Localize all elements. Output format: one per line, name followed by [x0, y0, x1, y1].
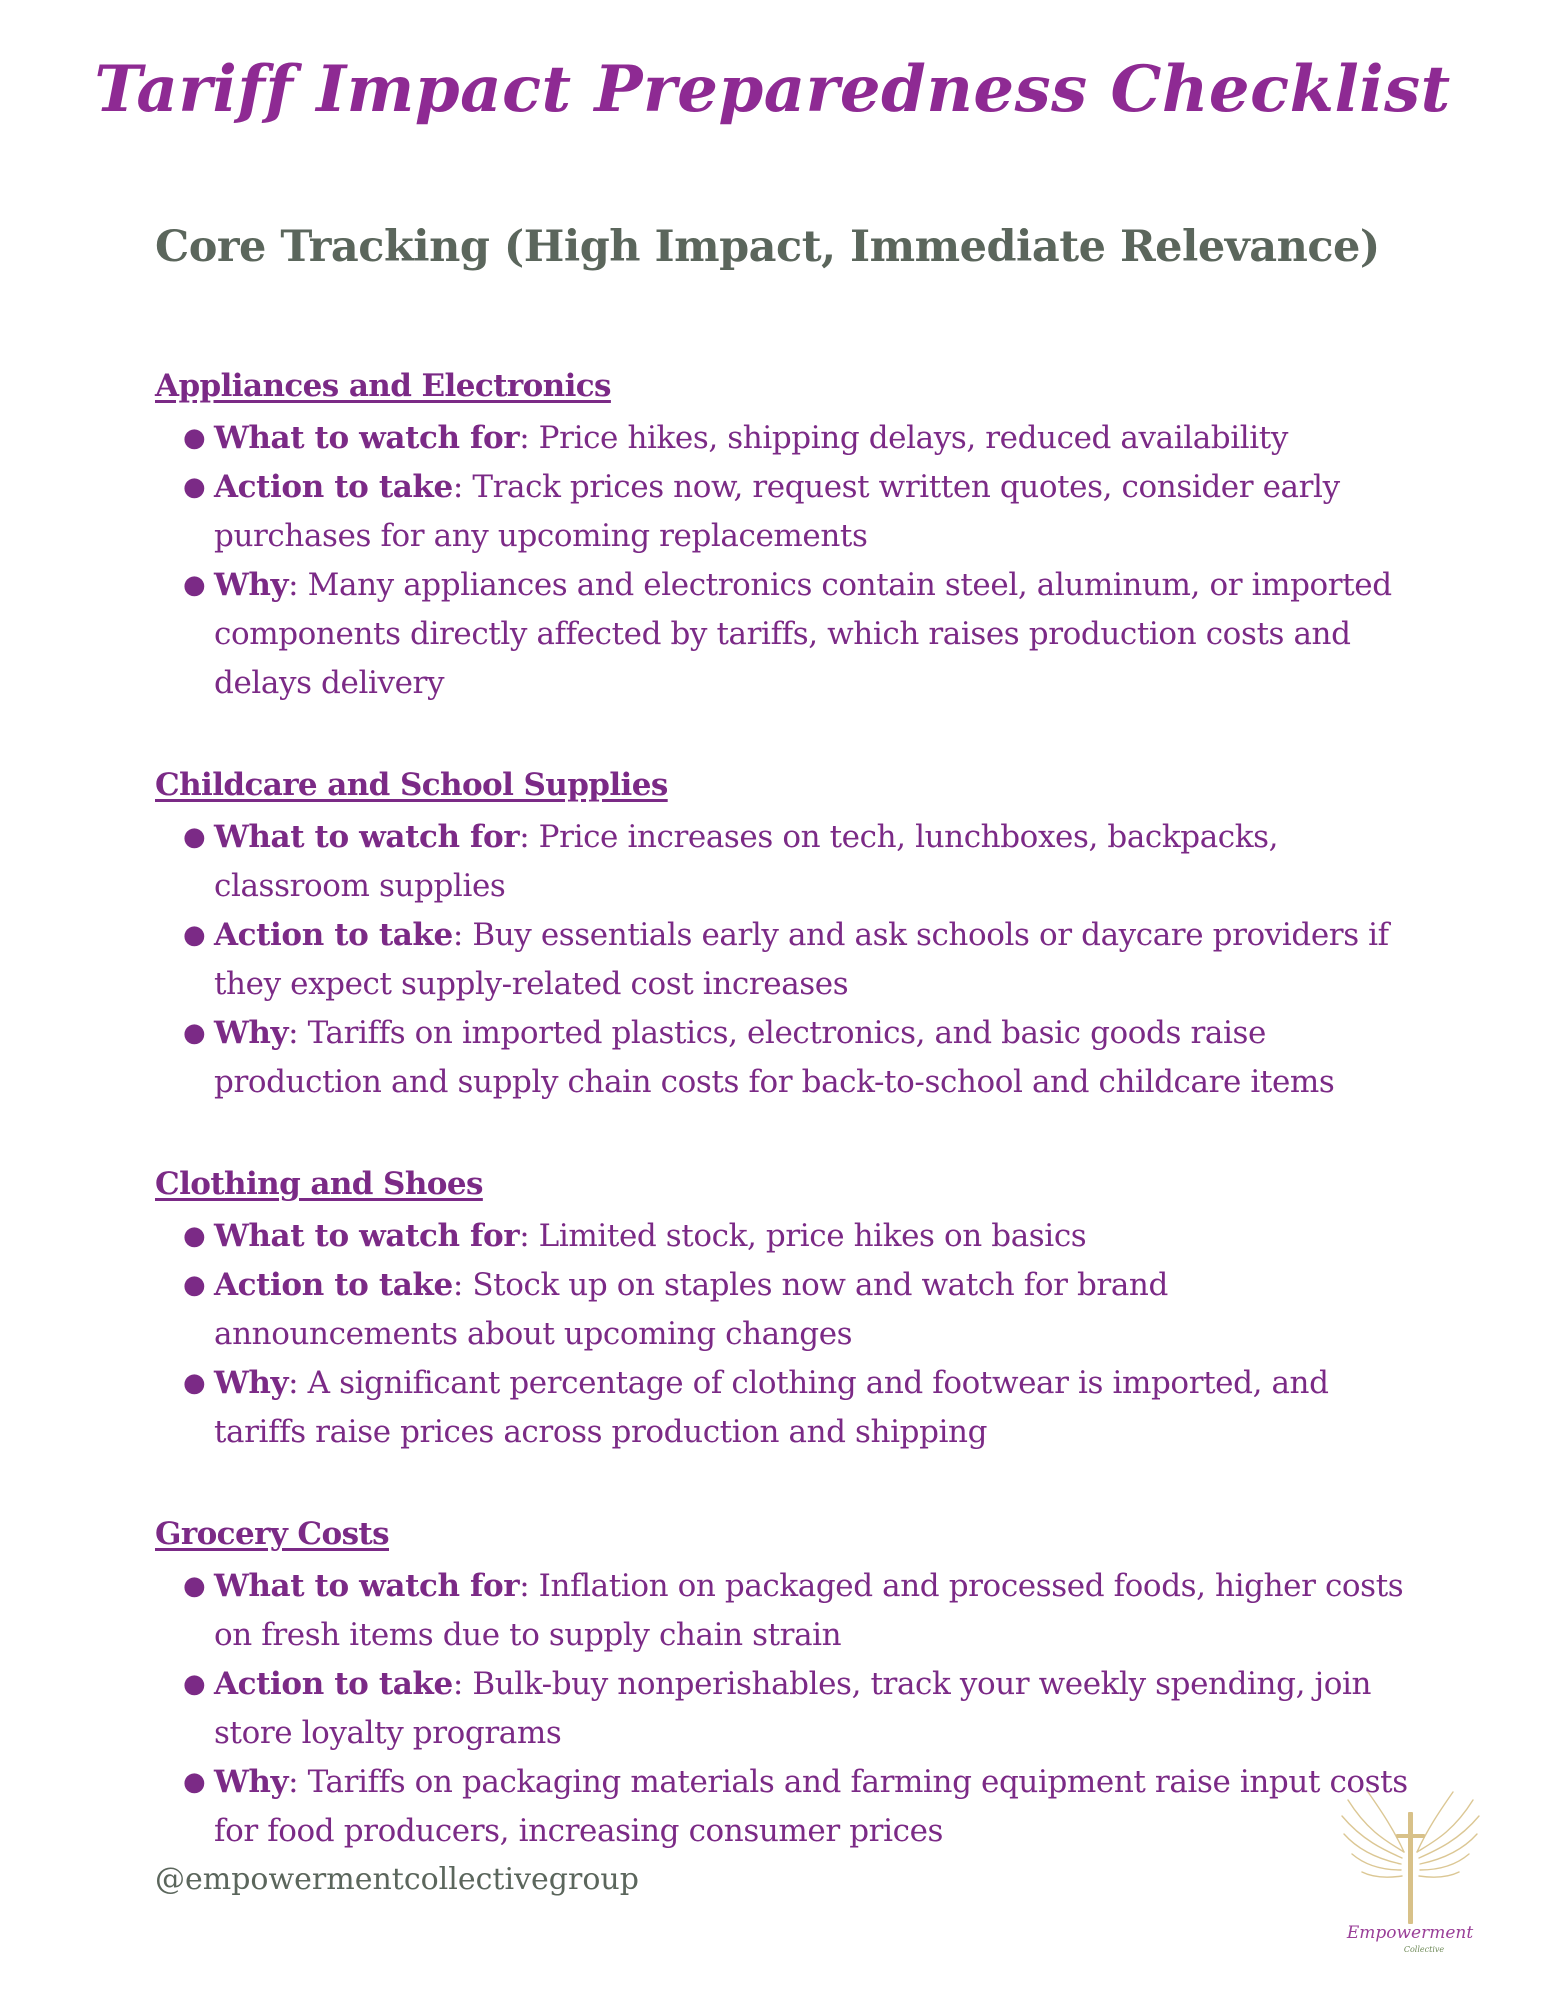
item-label: What to watch for: [214, 1568, 520, 1604]
list-item: [183, 911, 1415, 1009]
list-item: [183, 813, 1415, 911]
section-item-list: [155, 1212, 1415, 1457]
item-label: Why: [214, 567, 289, 603]
page-title: Tariff Impact Preparedness Checklist: [94, 52, 1451, 127]
social-handle: @empowermentcollectivegroup: [155, 1862, 639, 1897]
item-text: : Tariffs on packaging materials and farming equipment raise input costs for food producers, increasing consumer prices: [214, 1764, 1408, 1849]
section-grocery-costs: [155, 1514, 1415, 1856]
item-text: : Bulk-buy nonperishables, track your weekly spending, join store loyalty programs: [214, 1666, 1372, 1751]
item-label: Action to take: [214, 469, 453, 505]
section-heading: Clothing and Shoes: [155, 1166, 483, 1202]
item-text: : Tariffs on imported plastics, electronics, and basic goods raise production and supply chain costs for back-to-school and childcare items: [214, 1015, 1335, 1100]
list-item: [183, 463, 1415, 561]
item-text: : A significant percentage of clothing and footwear is imported, and tariffs raise prices across production and shipping: [214, 1365, 1329, 1450]
section-appliances-electronics: [155, 366, 1415, 708]
section-heading: Grocery Costs: [155, 1516, 389, 1552]
checklist-sections: [155, 366, 1415, 1913]
bullet-icon: ●: [183, 822, 206, 852]
item-text: : Price hikes, shipping delays, reduced availability: [519, 420, 1288, 456]
list-item: [183, 1562, 1415, 1660]
item-label: What to watch for: [214, 1218, 520, 1254]
list-item: [183, 414, 1415, 463]
section-childcare-school-supplies: [155, 765, 1415, 1107]
logo-wordmark: Empowerment: [1346, 1923, 1474, 1943]
bullet-icon: ●: [183, 920, 206, 950]
item-label: Action to take: [214, 1267, 453, 1303]
bullet-icon: ●: [183, 1767, 206, 1797]
list-item: [183, 1359, 1415, 1457]
list-item: [183, 1758, 1415, 1856]
item-label: What to watch for: [214, 420, 520, 456]
bullet-icon: ●: [183, 472, 206, 502]
item-text: : Limited stock, price hikes on basics: [519, 1218, 1087, 1254]
item-text: : Price increases on tech, lunchboxes, backpacks, classroom supplies: [214, 819, 1279, 904]
winged-cross-logo-icon: [1338, 1782, 1483, 1964]
section-item-list: [155, 1562, 1415, 1856]
bullet-icon: ●: [183, 570, 206, 600]
section-heading: Childcare and School Supplies: [155, 767, 668, 803]
item-text: : Buy essentials early and ask schools or daycare providers if they expect supply-related cost increases: [214, 917, 1389, 1002]
item-label: Why: [214, 1365, 289, 1401]
page-subtitle: Core Tracking (High Impact, Immediate Relevance): [155, 222, 1380, 272]
item-text: : Many appliances and electronics contain steel, aluminum, or imported components directly affected by tariffs, which raises production costs and delays delivery: [214, 567, 1392, 701]
logo-subtext: Collective: [1403, 1945, 1445, 1954]
item-label: What to watch for: [214, 819, 520, 855]
item-label: Action to take: [214, 1666, 453, 1702]
list-item: [183, 1009, 1415, 1107]
list-item: [183, 1261, 1415, 1359]
list-item: [183, 561, 1415, 708]
item-label: Why: [214, 1015, 289, 1051]
list-item: [183, 1660, 1415, 1758]
item-text: : Track prices now, request written quotes, consider early purchases for any upcoming replacements: [214, 469, 1340, 554]
item-label: Why: [214, 1764, 289, 1800]
section-heading: Appliances and Electronics: [155, 368, 611, 404]
section-item-list: [155, 813, 1415, 1107]
section-item-list: [155, 414, 1415, 708]
empowerment-collective-logo: [1338, 1782, 1483, 1964]
item-label: Action to take: [214, 917, 453, 953]
section-clothing-shoes: [155, 1164, 1415, 1457]
bullet-icon: ●: [183, 423, 206, 453]
bullet-icon: ●: [183, 1669, 206, 1699]
bullet-icon: ●: [183, 1221, 206, 1251]
bullet-icon: ●: [183, 1571, 206, 1601]
bullet-icon: ●: [183, 1368, 206, 1398]
list-item: [183, 1212, 1415, 1261]
item-text: : Inflation on packaged and processed foods, higher costs on fresh items due to supply chain strain: [214, 1568, 1404, 1653]
bullet-icon: ●: [183, 1270, 206, 1300]
bullet-icon: ●: [183, 1018, 206, 1048]
item-text: : Stock up on staples now and watch for brand announcements about upcoming changes: [214, 1267, 1168, 1352]
